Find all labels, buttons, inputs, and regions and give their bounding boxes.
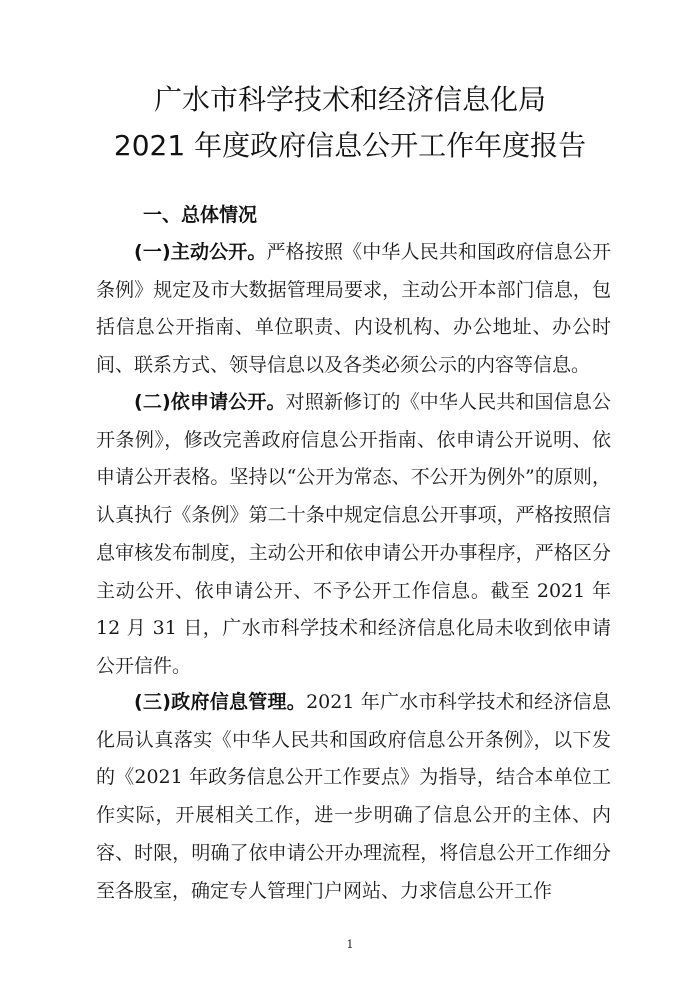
paragraph-proactive-disclosure bbox=[96, 234, 611, 385]
paragraph-lead: (一)主动公开。 bbox=[134, 241, 267, 263]
paragraph-lead: (二)依申请公开。 bbox=[134, 391, 286, 413]
document-title-line-1: 广水市科学技术和经济信息化局 bbox=[153, 83, 546, 116]
paragraph-text: 2021 年广水市科学技术和经济信息化局认真落实《中华人民共和国政府信息公开条例》，以下发的《2021 年政务信息公开工作要点》为指导，结合本单位工作实际，开展相关工作，进一步明确了信息公开的主体、内容、时限，明确了依申请公开办理流程，将信息公开工作细分至各股室，确定专人管理门户网站、力求信息公开工作 bbox=[96, 691, 611, 902]
paragraph-lead: (三)政府信息管理。 bbox=[134, 691, 307, 713]
section-heading-overview: 一、总体情况 bbox=[143, 204, 258, 226]
paragraph-text: 严格按照《中华人民共和国政府信息公开条例》规定及市大数据管理局要求，主动公开本部门信息，包括信息公开指南、单位职责、内设机构、办公地址、办公时间、联系方式、领导信息以及各类必须公示的内容等信息。 bbox=[96, 241, 611, 377]
document-title-line-2: 2021 年度政府信息公开工作年度报告 bbox=[113, 129, 587, 162]
page-number: 1 bbox=[346, 938, 354, 951]
paragraph-disclosure-on-request bbox=[96, 384, 611, 686]
paragraph-information-management bbox=[96, 684, 611, 910]
paragraph-text: 对照新修订的《中华人民共和国信息公开条例》，修改完善政府信息公开指南、依申请公开说明、依申请公开表格。坚持以“公开为常态、不公开为例外”的原则，认真执行《条例》第二十条中规定信息公开事项，严格按照信息审核发布制度，主动公开和依申请公开办事程序，严格区分主动公开、依申请公开、不予公开工作信息。截至 2021 年 12 月 31 日，广水市科学技术和经济信息化局未收到依申请公开信件。 bbox=[96, 391, 611, 677]
